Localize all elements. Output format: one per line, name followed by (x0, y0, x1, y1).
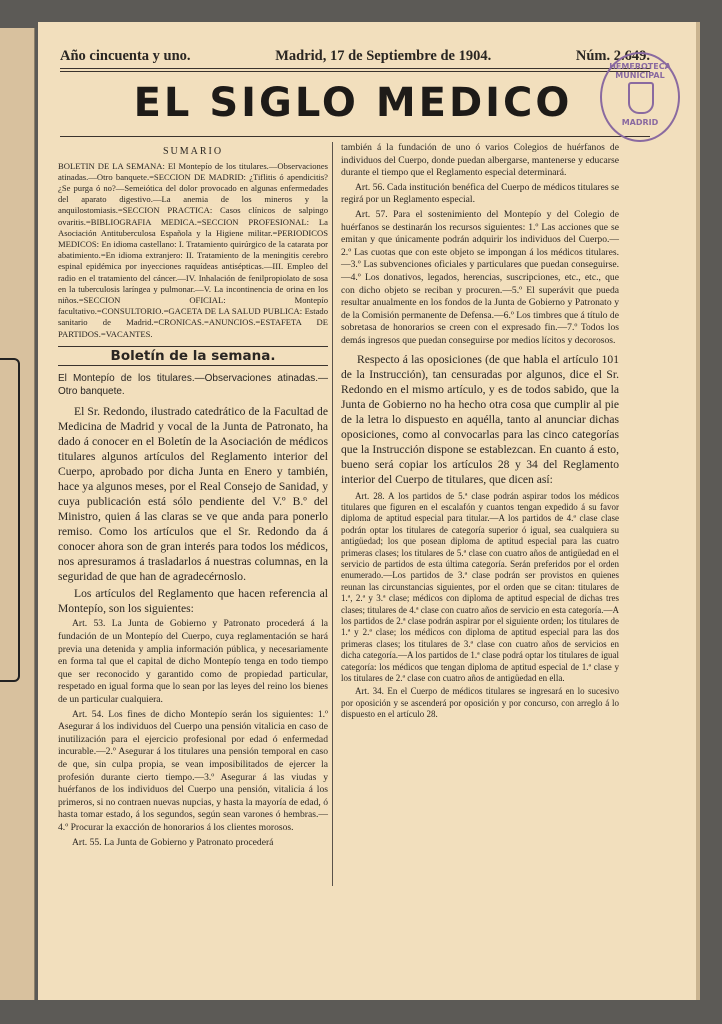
article-34: Art. 34. En el Cuerpo de médicos titulares se ingresará en lo sucesivo por oposición y se ascenderá por oposición y por concurso, con arreglo á lo dispuesto en el artículo 28. (341, 686, 619, 720)
stamp-top-text: HEMEROTECA (609, 62, 671, 71)
header-rule (60, 68, 650, 69)
stamp-bottom-text: MADRID (621, 118, 659, 127)
masthead-rule (60, 136, 650, 137)
article-28: Art. 28. A los partidos de 5.ª clase podrán aspirar todos los médicos titulares que figuren en el escalafón y cuantos tengan expedido á su favor diploma de aptitud especial para titular.—A los partidos de 4.ª clase clase podrán optar los titulares de categoría superior ó igual, sea cualquiera su antigüedad; los que posean diploma de aptitud especial para las cuatro primeras clases; los titulares de 5.ª clase con cuatro años de antigüedad en el servicio de partidos de esta última categoría. Serán preferidos por el orden enumerado.—Los partidos de 3.ª clase podrán ser provistos en quienes reunan las circunstancias siguientes, por el orden que se citan: titulares de 1.ª, 2.ª y 3.ª clase; médicos con diploma de aptitud especial de dichas tres clases; titulares de 4.ª clase con cuatro años de servicio en esta categoría.—A los partidos de 2.ª clase podrán aspirar por el siguiente orden; los titulares de 1.ª y 2.ª clase; los médicos con diploma de aptitud especial para las dos primeras clases; los titulares de 3.ª clase con cuatro años de servicios en dicha categoría.—A los partidos de 1.ª clase podrá optar los titulares de igual categoría: los médicos que tengan diploma de aptitud especial de 1.ª clase y los titulares de 2.ª clase con cuatro años de antigüedad en ella. (341, 490, 619, 683)
sumario-text: BOLETIN DE LA SEMANA: El Montepío de los titulares.—Observaciones atinadas.—Otro banquete.=SECCION DE MADRID: ¿Tiflitis ó apendicitis? ¿Se purga ó no?—Semeiótica del dolor provocado en algunas enfermedades del aparato digestivo.—La anemia de los mineros y la anquilostomiasis.=SECCION PRACTICA: Casos clínicos de salpingo ovaritis.=BIBLIOGRAFIA MEDICA.=SECCION PROFESIONAL: La Asociación Antituberculosa Española y la Higiene militar.=PERIODICOS MEDICOS: En idioma castellano: I. Tratamiento quirúrgico de la catarata por abatimiento.=En idioma extranjero: II. Tratamiento de la meningitis cerebro espinal epidémica por inyecciones raquídeas antisépticas.—III. Empleo del radio en el tratamiento del cáncer.—IV. Inhalación de fenilpropiolato de sosa en la tuberculosis laríngea y pulmonar.—V. La incontinencia de orina en los niños.=SECCION OFICIAL: Montepío facultativo.=CONSULTORIO.=GACETA DE LA SALUD PUBLICA: Estado sanitario de Madrid.=CRONICAS.=ANUNCIOS.=ESTAFETA DE PARTIDOS.=VACANTES. (58, 160, 328, 339)
issue-year: Año cincuenta y uno. (60, 48, 191, 64)
stamp-top-text-2: MUNICIPAL (615, 71, 665, 80)
section-title: Boletín de la semana. (58, 346, 328, 367)
paragraph: Los artículos del Reglamento que hacen referencia al Montepío, son los siguientes: (58, 587, 328, 616)
article-53: Art. 53. La Junta de Gobierno y Patronato procederá á la fundación de un Montepío del Cuerpo, cuya reglamentación se hará previa una detenida y amplia información pública, y necesariamente en forma tal que el capital de dicho Montepío tenga en todo tiempo que ser reconocido y garantido como de propiedad particular, respetado en igual forma que lo sean por las leyes del reino los bienes de un particular cualquiera. (58, 618, 328, 705)
coat-of-arms-icon (628, 82, 654, 114)
article-57: Art. 57. Para el sostenimiento del Montepío y del Colegio de huérfanos se destinarán los recursos siguientes: 1.º Las acciones que se emitan y que únicamente podrán adquirir los individuos del Cuerpo.—2.º Las cuotas que con este objeto se impongan á los médicos titulares.—3.º Las subvenciones oficiales y particulares que puedan conseguirse.—4.º Los donativos, legados, herencias, suscripciones, etc., etc., que con dicho objeto se reciban y procuren.—5.º El superávit que pueda resultar anualmente en los fondos de la Junta de Gobierno y Patronato y de la Comisión permanente de Defensa.—6.º Los timbres que á título de sobretasa de honorarios se creen con el expresado fin.—7.º Todos los demás ingresos que puedan conseguirse por medios lícitos y decorosos. (341, 208, 619, 346)
continued-text: también á la fundación de uno ó varios Colegios de huérfanos de individuos del Cuerpo, donde puedan albergarse, mantenerse y educarse durante el tiempo que el Reglamento especial determinará. (341, 142, 619, 179)
article-55: Art. 55. La Junta de Gobierno y Patronato procederá (72, 836, 274, 848)
header-rule-2 (60, 71, 650, 72)
sumario-title: SUMARIO (162, 146, 224, 157)
masthead-title: EL SIGLO MEDICO (133, 80, 573, 126)
newspaper-page (38, 22, 698, 1000)
left-column (58, 142, 328, 851)
issue-date: Madrid, 17 de Septiembre de 1904. (275, 48, 492, 64)
article-subtitle: El Montepío de los titulares.—Observaciones atinadas.—Otro banquete. (58, 373, 328, 398)
issue-number: Núm. 2.649. (575, 48, 650, 64)
paragraph: El Sr. Redondo, ilustrado catedrático de la Facultad de Medicina de Madrid y vocal de la Junta de Patronato, ha dado á conocer en el Boletín de la Asociación de médicos titulares algunos artículos del Reglamento interior del Cuerpo, aprobado por dicha Junta en Enero y también, hace ya algunos meses, por el Real Consejo de Sanidad, y cuya publicación está sólo pendiente del V.º B.º del Ministro, quien á las claras se ve que anda para ponerlo remiso. Como los artículos que el Sr. Redondo da á conocer ahora son de gran interés para todos los médicos, nos apresuramos á trasladarlos á nuestras columnas, en la seguridad de que han de agradecérnoslo. (58, 405, 328, 584)
column-divider (332, 142, 333, 886)
article-54: Art. 54. Los fines de dicho Montepío serán los siguientes: 1.º Asegurar á los individuos del Cuerpo una pensión vitalicia en caso de inutilización para el ejercicio profesional por edad ó enfermedad incurable.—2.º Asegurar á los titulares una pensión temporal en caso de que, sin culpa propia, se vean imposibilitados de ejercer la profesión durante cierto tiempo.—3.º Asegurar á las viudas y huérfanos de los individuos del Cuerpo una pensión, vitalicia á los primeros, si no contraen nuevas nupcias, y hasta la mayoría de edad, ó hasta tomar estado, á los segundos, según sean varones ó hembras.—4.º Procurar la exacción de honorarios á los clientes morosos. (58, 708, 328, 833)
adjacent-page-edge (0, 28, 35, 1000)
adjacent-page-print (0, 358, 20, 682)
page-edge-shadow (696, 22, 700, 1000)
paragraph: Respecto á las oposiciones (de que habla el artículo 101 de la Instrucción), tan censuradas por algunos, dice el Sr. Redondo en el mismo artículo, y es de todos sabido, que la Junta de Gobierno no ha hecho otra cosa que cumplir al pie de la letra lo dispuesto en aquélla, tanto al anunciar dichas oposiciones, como al convocarlas para las cinco categorías que la Instrucción dispone se establezcan. En cuanto á esto, bueno será copiar los artículos 28 y 34 del Reglamento interior del Cuerpo de titulares, que dicen así: (341, 352, 619, 486)
library-stamp (600, 52, 680, 142)
right-column (341, 142, 619, 723)
issue-header (60, 48, 650, 65)
article-56: Art. 56. Cada institución benéfica del Cuerpo de médicos titulares se regirá por un Reglamento especial. (341, 181, 619, 206)
